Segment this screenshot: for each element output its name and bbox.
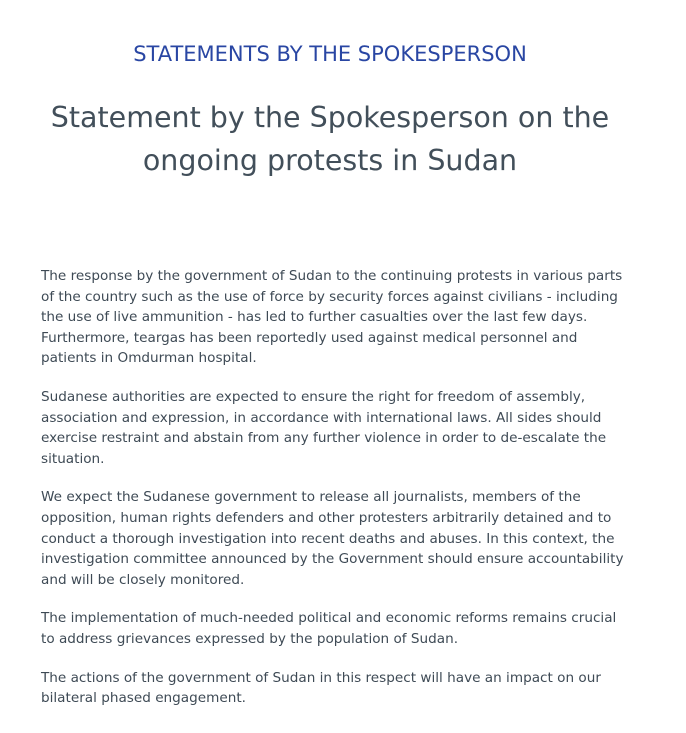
statement-paragraph: The response by the government of Sudan to the continuing protests in various parts of the country such as the use of force by security forces against civilians - including the use of live ammunition - has led to further casualties over the last few days. Furthermore, teargas has been reportedly used against medical personnel and patients in Omdurman hospital. (41, 268, 623, 367)
section-label: STATEMENTS BY THE SPOKESPERSON (133, 42, 527, 66)
statement-paragraph: We expect the Sudanese government to release all journalists, members of the opposition, human rights defenders and other protesters arbitrarily detained and to conduct a thorough investigation into recent deaths and abuses. In this context, the investigation committee announced by the Government should ensure accountability and will be closely monitored. (41, 489, 624, 588)
statement-body (41, 266, 626, 727)
statement-paragraph: The actions of the government of Sudan in this respect will have an impact on our bilateral phased engagement. (41, 669, 601, 707)
statement-paragraph: The implementation of much-needed political and economic reforms remains crucial to address grievances expressed by the population of Sudan. (41, 610, 617, 647)
page-title: Statement by the Spokesperson on the ongoing protests in Sudan (50, 101, 610, 177)
statement-paragraph: Sudanese authorities are expected to ensure the right for freedom of assembly, association and expression, in accordance with international laws. All sides should exercise restraint and abstain from any further violence in order to de-escalate the situation. (41, 388, 607, 467)
